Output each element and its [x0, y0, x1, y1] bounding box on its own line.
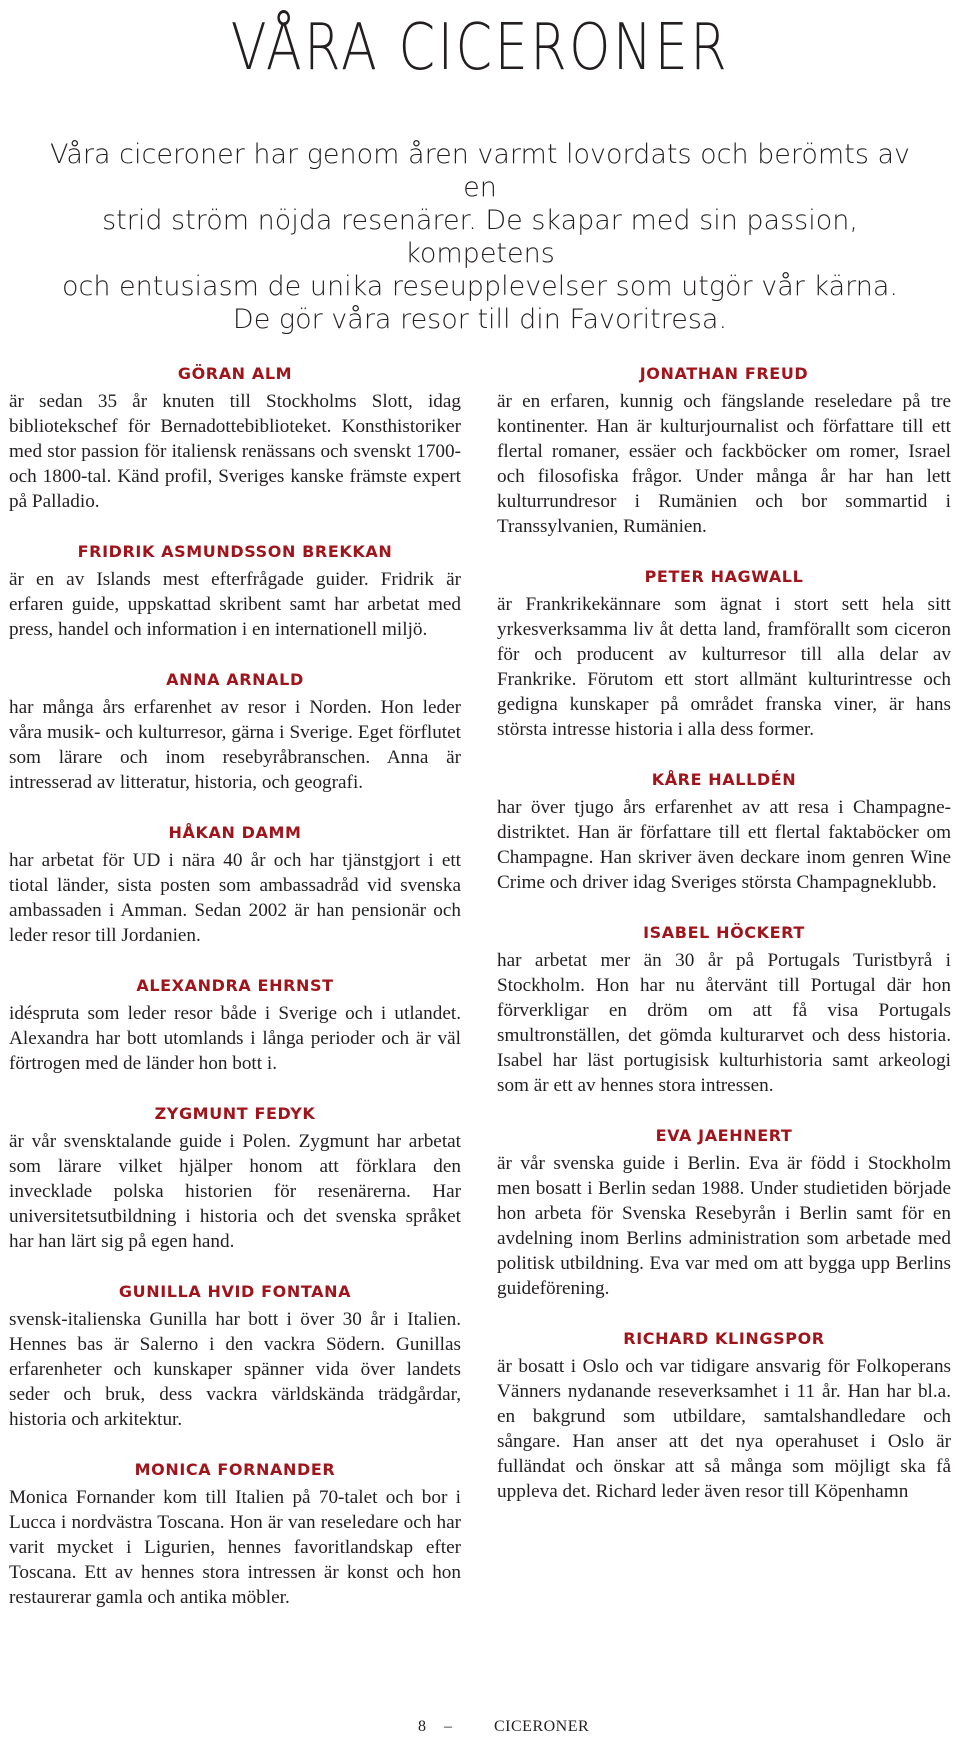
guide-entry — [497, 567, 951, 742]
guide-name: ZYGMUNT FEDYK — [154, 1104, 316, 1123]
guide-entry — [497, 364, 951, 539]
left-column — [9, 364, 461, 1638]
guide-name: EVA JAEHNERT — [655, 1126, 793, 1145]
guide-name: ANNA ARNALD — [166, 670, 304, 689]
guide-bio: har arbetat för UD i nära 40 år och har tjänstgjort i ett tiotal länder, sista posten som ambassadråd vid svenska ambassaden i Amman. Sedan 2002 är han pensionär och leder resor till Jordanien. — [9, 850, 461, 946]
guide-entry — [497, 923, 951, 1098]
guide-name: PETER HAGWALL — [644, 567, 804, 586]
guide-bio: har arbetat mer än 30 år på Portugals Turistbyrå i Stockholm. Hon har nu återvänt till Portugal där hon förverkligar en dröm om att få visa Portugals smultronställen, det gömda kulturarvet och dess historia. Isabel har läst portugisisk kulturhistoria samt arkeologi som är ett av hennes stora intressen. — [497, 950, 951, 1096]
guide-bio: är vår svenska guide i Berlin. Eva är född i Stockholm men bosatt i Berlin sedan 1988. Under studietiden började hon arbeta för Svenska Resebyrån i Berlin samt för en avdelning inom Berlins administration som arbetade med politisk utbildning. Eva var med om att bygga upp Berlins guideförening. — [497, 1153, 951, 1299]
page-footer — [0, 1718, 960, 1738]
guide-name: KÅRE HALLDÉN — [651, 770, 797, 789]
guide-bio: har många års erfarenhet av resor i Norden. Hon leder våra musik- och kulturresor, gärna i Sverige. Eget förflutet som lärare och inom resebyråbranschen. Anna är intresserad av litteratur, historia, och geografi. — [9, 697, 461, 793]
guide-name: JONATHAN FREUD — [639, 364, 809, 383]
guide-bio: är en erfaren, kunnig och fängslande reseledare på tre kontinenter. Han är kulturjournalist och författare till ett flertal romaner, essäer och fackböcker om romer, Israel och filosofiska frågor. Under många år har han lett kulturrundresor i Rumänien och bor sommartid i Transsylvanien, Rumänien. — [497, 391, 951, 537]
intro-line: De gör våra resor till din Favoritresa. — [232, 304, 728, 335]
page-number: 8 — [418, 1718, 426, 1735]
guide-entry — [497, 770, 951, 895]
guide-bio: har över tjugo års erfarenhet av att resa i Champagne-distriktet. Han är författare till ett flertal faktaböcker om Champagne. Han skriver även deckare inom genren Wine Crime och driver idag Sveriges största Champagneklubb. — [497, 797, 951, 893]
guide-bio: är bosatt i Oslo och var tidigare ansvarig för Folkoperans Vänners nydanande reseverksamhet i 11 år. Han har bl.a. en bakgrund som utbildare, samtalshandledare och sångare. Han anser att det nya operahuset i Oslo är fulländat och önskar att så många som möjligt ska få uppleva det. Richard leder även resor till Köpenhamn — [497, 1356, 951, 1502]
guide-bio: Monica Fornander kom till Italien på 70-talet och bor i Lucca i nordvästra Toscana. Hon är van reseledare och har varit mycket i Ligurien, hennes favoritlandskap efter Toscana. Ett av hennes stora intressen är konst och hon restaurerar gamla och antika möbler. — [9, 1487, 461, 1608]
intro-line: strid ström nöjda resenärer. De skapar med sin passion, kompetens — [102, 205, 858, 269]
intro-line: Våra ciceroner har genom åren varmt lovordats och berömts av en — [50, 139, 910, 203]
page-title: VÅRA CICERONER — [230, 11, 730, 85]
guide-entry — [497, 1126, 951, 1301]
guide-bio: idéspruta som leder resor både i Sverige och i utlandet. Alexandra har bott utomlands i långa perioder och är väl förtrogen med de länder hon bott i. — [9, 1003, 461, 1074]
guide-name: MONICA FORNANDER — [134, 1460, 336, 1479]
guide-bio: är sedan 35 år knuten till Stockholms Slott, idag bibliotekschef för Bernadottebiblioteket. Konsthistoriker med stor passion för italiensk renässans och svenskt 1700- och 1800-tal. Känd profil, Sveriges kanske främste expert på Palladio. — [9, 391, 461, 512]
guide-entry — [9, 670, 461, 795]
right-column — [497, 364, 951, 1532]
guide-name: RICHARD KLINGSPOR — [623, 1329, 825, 1348]
guide-entry — [9, 1104, 461, 1254]
footer-separator: – — [444, 1718, 452, 1735]
guide-entry — [9, 976, 461, 1076]
guide-name: FRIDRIK ASMUNDSSON BREKKAN — [77, 542, 393, 561]
guide-entry — [497, 1329, 951, 1504]
intro-paragraph — [30, 138, 930, 336]
guide-name: GÖRAN ALM — [177, 364, 293, 383]
guide-entry — [9, 823, 461, 948]
guide-entry — [9, 542, 461, 642]
guide-entry — [9, 364, 461, 514]
guide-bio: är vår svensktalande guide i Polen. Zygmunt har arbetat som lärare vilket hjälper honom att förklara den invecklade polska historien för resenärerna. Har universitetsutbildning i historia och det svenska språket har han lärt sig på egen hand. — [9, 1131, 461, 1252]
guide-bio: är Frankrikekännare som ägnat i stort sett hela sitt yrkesverksamma liv åt detta land, framförallt som ciceron för och producent av kulturresor till alla delar av Frankrike. Förutom ett stort allmänt kulturintresse och gedigna kunskaper på området franska viner, är hans största intresse historia i alla dess former. — [497, 594, 951, 740]
guide-name: ISABEL HÖCKERT — [643, 923, 805, 942]
guide-entry — [9, 1460, 461, 1610]
guide-bio: svensk-italienska Gunilla har bott i över 30 år i Italien. Hennes bas är Salerno i den vackra Södern. Gunillas erfarenheter och kunskaper spänner vida över landets seder och bruk, dess vackra världskända trädgårdar, historia och arkitektur. — [9, 1309, 461, 1430]
guide-name: GUNILLA HVID FONTANA — [118, 1282, 352, 1301]
guide-name: ALEXANDRA EHRNST — [136, 976, 334, 995]
guide-bio: är en av Islands mest efterfrågade guider. Fridrik är erfaren guide, uppskattad skribent samt har arbetat med press, handel och information i en internationell miljö. — [9, 569, 461, 640]
guide-entry — [9, 1282, 461, 1432]
section-name: CICERONER — [494, 1718, 590, 1735]
intro-line: och entusiasm de unika reseupplevelser som utgör vår kärna. — [62, 271, 898, 302]
guide-name: HÅKAN DAMM — [168, 823, 302, 842]
